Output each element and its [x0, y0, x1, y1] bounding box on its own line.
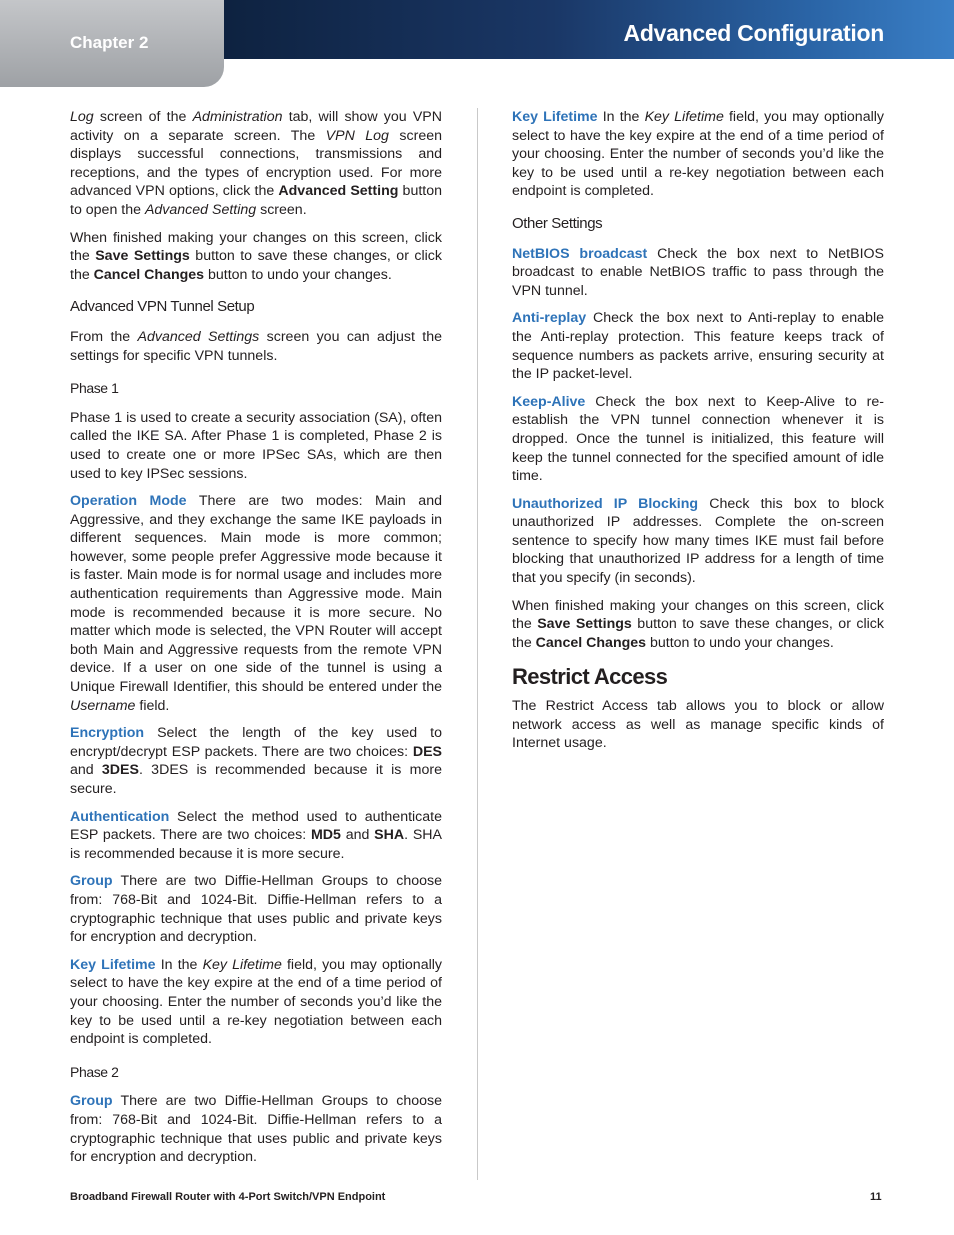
- unauthorized-ip-paragraph: Unauthorized IP Blocking Check this box to block unauthorized IP addresses. Complete the on-screen sentence to specify how many times IKE must fail before blocking that unauthorized IP address for a length of time that you specify (in seconds).: [512, 495, 884, 587]
- encryption-paragraph: Encryption Select the length of the key used to encrypt/decrypt ESP packets. There are two choices: DES and 3DES. 3DES is recommended because it is more secure.: [70, 725, 442, 797]
- other-settings-heading: Other Settings: [512, 214, 603, 232]
- netbios-paragraph: NetBIOS broadcast Check the box next to NetBIOS broadcast to enable NetBIOS traffic to pass through the VPN tunnel.: [512, 245, 885, 299]
- page-number: 11: [870, 1191, 882, 1203]
- column-divider: [477, 108, 478, 1180]
- operation-mode-paragraph: Operation Mode There are two modes: Main and Aggressive, and they exchange the same IKE payloads in different sequences. Main mode is more common; however, some people prefer Aggressive mode because it is faster. Main mode is for normal usage and includes more authentication requirements than Aggressive mode. Main mode is recommended because it is more secure. No matter which mode is selected, the VPN Router will accept both Main and Aggressive requests from the remote VPN device. If a user on one side of the tunnel is using a Unique Firewall Identifier, this should be entered under the Username field.: [70, 493, 442, 714]
- tunnel-setup-paragraph: From the Advanced Settings screen you can adjust the settings for specific VPN tunnels.: [70, 328, 442, 364]
- chapter-tab: [0, 0, 224, 87]
- chapter-label: Chapter 2: [70, 33, 149, 52]
- restrict-access-paragraph: The Restrict Access tab allows you to block or allow network access as well as manage specific kinds of Internet usage.: [512, 698, 884, 752]
- footer-product: Broadband Firewall Router with 4-Port Switch/VPN Endpoint: [70, 1191, 386, 1203]
- authentication-paragraph: Authentication Select the method used to authenticate ESP packets. There are two choices: MD5 and SHA. SHA is recommended because it is more secure.: [70, 808, 442, 862]
- left-column: [70, 108, 442, 1176]
- vpn-log-paragraph: Log screen of the Administration tab, will show you VPN activity on a separate screen. The VPN Log screen displays successful connections, transmissions and receptions, and the types of encryption used. For more advanced VPN options, click the Advanced Setting button to open the Advanced Setting screen.: [70, 109, 443, 218]
- key-lifetime-phase1-paragraph: Key Lifetime In the Key Lifetime field, you may optionally select to have the key expire at the end of a time period of your choosing. Enter the number of seconds you’d like the key to be used until a re-key negotiation between each endpoint is completed.: [70, 956, 442, 1048]
- finish-paragraph: When finished making your changes on this screen, click the Save Settings button to save these changes, or click the Cancel Changes button to undo your changes.: [70, 229, 442, 283]
- anti-replay-paragraph: Anti-replay Check the box next to Anti-replay to enable the Anti-replay protection. This feature keeps track of sequence numbers as packets arrive, ensuring security at the IP packet-level.: [512, 310, 884, 383]
- group-phase2-paragraph: Group There are two Diffie-Hellman Groups to choose from: 768-Bit and 1024-Bit. Diffie-Hellman refers to a cryptographic technique that uses public and private keys for encryption and decryption.: [70, 1093, 442, 1166]
- phase1-heading: Phase 1: [70, 380, 119, 397]
- header-bar: [224, 0, 954, 59]
- phase2-heading: Phase 2: [70, 1063, 119, 1080]
- right-column: [512, 108, 884, 762]
- group-phase1-paragraph: Group There are two Diffie-Hellman Groups to choose from: 768-Bit and 1024-Bit. Diffie-Hellman refers to a cryptographic technique that uses public and private keys for encryption and decryption.: [70, 873, 442, 946]
- finish-paragraph-right: When finished making your changes on this screen, click the Save Settings button to save these changes, or click the Cancel Changes button to undo your changes.: [512, 597, 884, 651]
- restrict-access-heading: Restrict Access: [512, 664, 668, 690]
- phase1-paragraph: Phase 1 is used to create a security association (SA), often called the IKE SA. After Phase 1 is completed, Phase 2 is used to create one or more IPSec SAs, which are then used to key IPSec sessions.: [70, 409, 442, 482]
- keep-alive-paragraph: Keep-Alive Check the box next to Keep-Alive to re-establish the VPN tunnel connection whenever it is dropped. Once the tunnel is initialized, this feature will keep the tunnel connected for the specified amount of idle time.: [512, 393, 884, 485]
- tunnel-setup-heading: Advanced VPN Tunnel Setup: [70, 298, 255, 316]
- page-title: Advanced Configuration: [623, 20, 884, 46]
- key-lifetime-phase2-paragraph: Key Lifetime In the Key Lifetime field, you may optionally select to have the key expire at the end of a time period of your choosing. Enter the number of seconds you’d like the key to be used until a re-key negotiation between each endpoint is completed.: [512, 109, 884, 200]
